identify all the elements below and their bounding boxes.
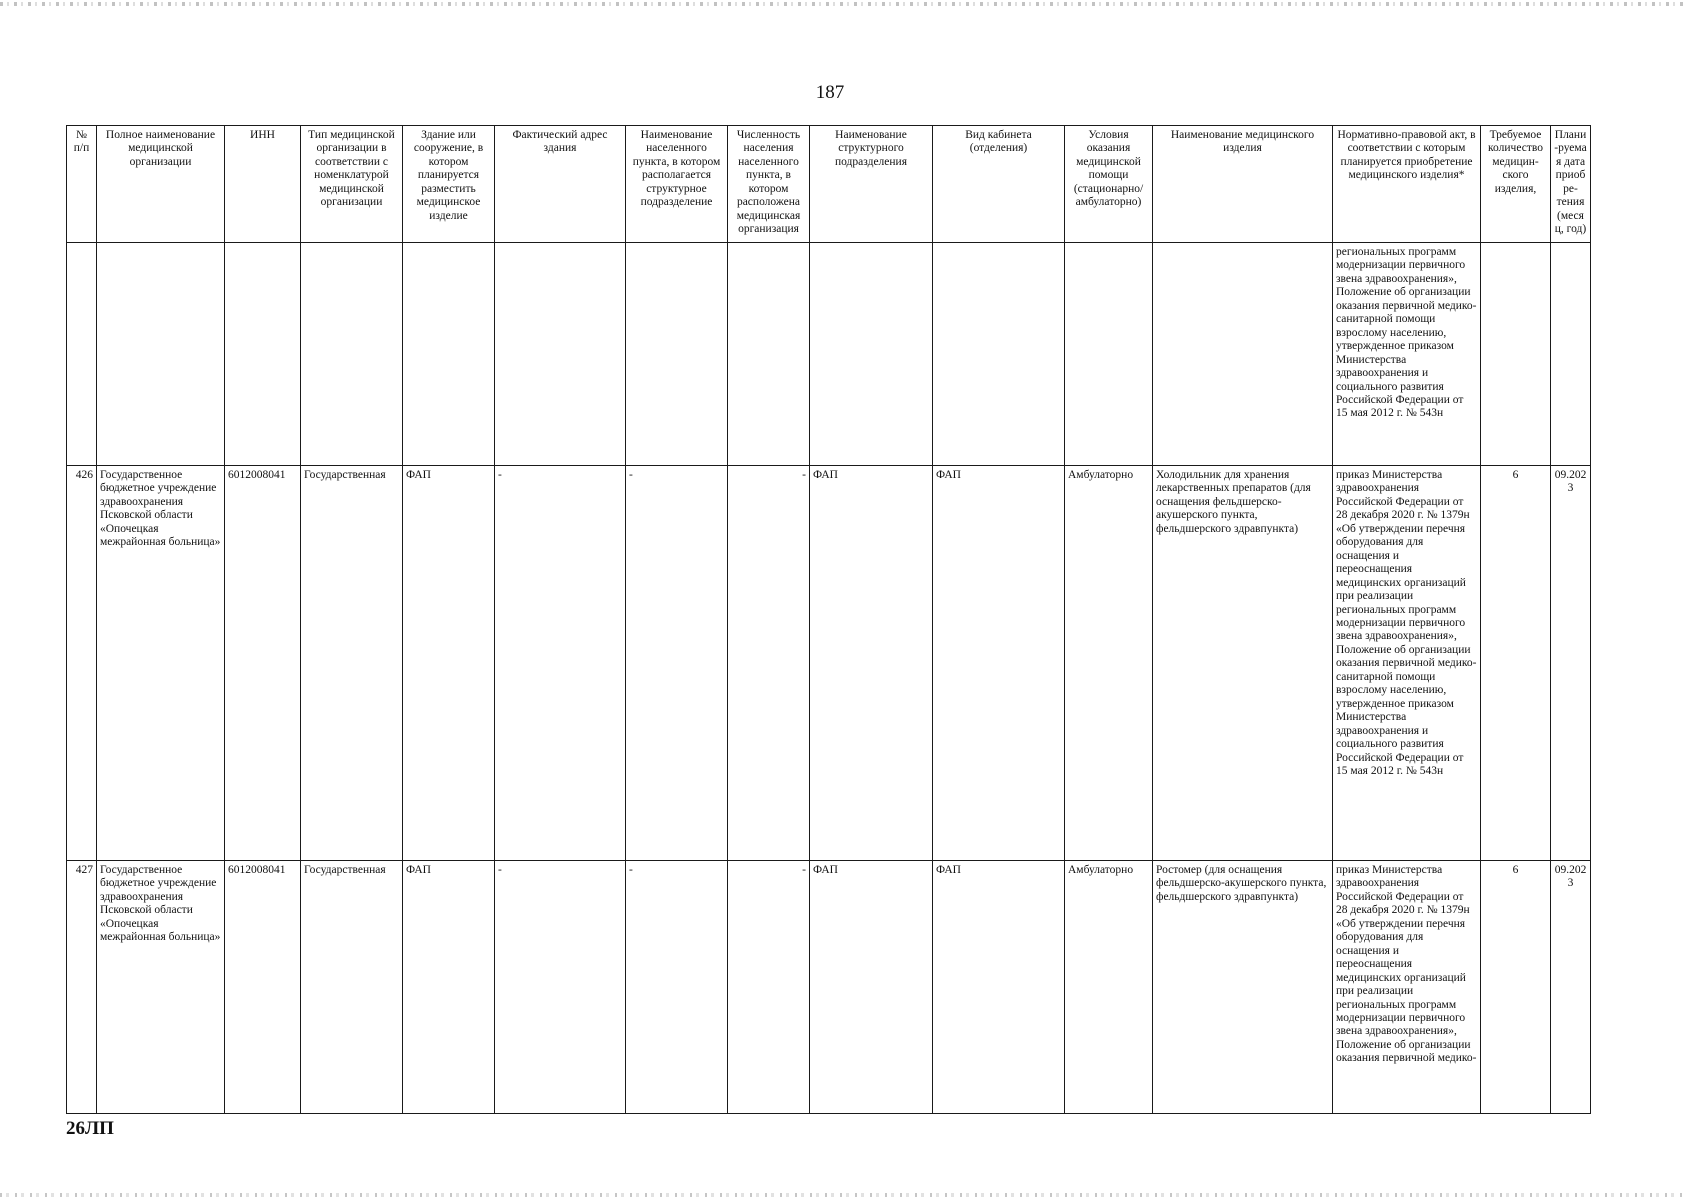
cell-empty: [97, 243, 225, 466]
cell-empty: [1153, 243, 1333, 466]
column-header: Фактический адрес здания: [495, 126, 626, 243]
cell-org-name: Государственное бюджетное учреждение здравоохранения Псковской области «Опочецкая межрайонная больница»: [97, 861, 225, 1114]
cell-empty: [1065, 243, 1153, 466]
column-header: № п/п: [67, 126, 97, 243]
equipment-registry-table: [66, 125, 1591, 1114]
cell-empty: [67, 243, 97, 466]
cell-address: -: [495, 466, 626, 861]
column-header: Вид кабинета (отделения): [933, 126, 1065, 243]
cell-empty: [626, 243, 728, 466]
cell-empty: [495, 243, 626, 466]
column-header: Наименование медицинского изделия: [1153, 126, 1333, 243]
cell-settlement: -: [626, 466, 728, 861]
cell-cabinet: ФАП: [933, 861, 1065, 1114]
cell-legal-act: приказ Министерства здравоохранения Российской Федерации от 28 декабря 2020 г. № 1379н «Об утверждении перечня оборудования для оснащения и переоснащения медицинских организаций при реализации региональных программ модернизации первичного звена здравоохранения», Положение об организации оказания первичной медико-санитарной помощи взрослому населению, утвержденное приказом Министерства здравоохранения и социального развития Российской Федерации от 15 мая 2012 г. № 543н: [1333, 466, 1481, 861]
table-header-row: [67, 126, 1591, 243]
cell-quantity: 6: [1481, 466, 1551, 861]
cell-org-type: Государственная: [301, 861, 403, 1114]
document-code: 26ЛП: [66, 1118, 114, 1139]
cell-subdivision: ФАП: [810, 466, 933, 861]
scan-edge-bottom: [0, 1193, 1686, 1197]
column-header: Полное наименование медицинской организации: [97, 126, 225, 243]
table-row: [67, 466, 1591, 861]
column-header: Наименование структурного подразделения: [810, 126, 933, 243]
cell-empty: [403, 243, 495, 466]
column-header: ИНН: [225, 126, 301, 243]
cell-org-type: Государственная: [301, 466, 403, 861]
cell-conditions: Амбулаторно: [1065, 466, 1153, 861]
column-header: Плани-руемая дата приобре-тения (месяц, год): [1551, 126, 1591, 243]
table-row-continuation: [67, 243, 1591, 466]
page-number: 187: [815, 82, 845, 103]
cell-legal-act: региональных программ модернизации первичного звена здравоохранения», Положение об организации оказания первичной медико-санитарной помощи взрослому населению, утвержденное приказом Министерства здравоохранения и социального развития Российской Федерации от 15 мая 2012 г. № 543н: [1333, 243, 1481, 466]
cell-empty: [933, 243, 1065, 466]
cell-empty: [301, 243, 403, 466]
cell-empty: [810, 243, 933, 466]
cell-cabinet: ФАП: [933, 466, 1065, 861]
cell-date: 09.2023: [1551, 861, 1591, 1114]
cell-number: 426: [67, 466, 97, 861]
column-header: Численность населения населенного пункта, в котором расположена медицинская организация: [728, 126, 810, 243]
column-header: Наименование населенного пункта, в котором располагается структурное подразделение: [626, 126, 728, 243]
column-header: Нормативно-правовой акт, в соответствии с которым планируется приобретение медицинского изделия*: [1333, 126, 1481, 243]
cell-settlement: -: [626, 861, 728, 1114]
cell-population: -: [728, 861, 810, 1114]
cell-inn: 6012008041: [225, 861, 301, 1114]
cell-legal-act: приказ Министерства здравоохранения Российской Федерации от 28 декабря 2020 г. № 1379н «Об утверждении перечня оборудования для оснащения и переоснащения медицинских организаций при реализации региональных программ модернизации первичного звена здравоохранения», Положение об организации оказания первичной медико-: [1333, 861, 1481, 1114]
cell-quantity: 6: [1481, 861, 1551, 1114]
cell-inn: 6012008041: [225, 466, 301, 861]
cell-subdivision: ФАП: [810, 861, 933, 1114]
cell-building: ФАП: [403, 861, 495, 1114]
cell-empty: [225, 243, 301, 466]
cell-address: -: [495, 861, 626, 1114]
table-row: [67, 861, 1591, 1114]
scan-edge-top: [0, 2, 1686, 6]
cell-device: Ростомер (для оснащения фельдшерско-акушерского пункта, фельдшерского здравпункта): [1153, 861, 1333, 1114]
column-header: Тип медицинской организации в соответствии с номенклатурой медицинской организации: [301, 126, 403, 243]
cell-empty: [728, 243, 810, 466]
cell-org-name: Государственное бюджетное учреждение здравоохранения Псковской области «Опочецкая межрайонная больница»: [97, 466, 225, 861]
cell-building: ФАП: [403, 466, 495, 861]
cell-date: 09.2023: [1551, 466, 1591, 861]
cell-empty: [1481, 243, 1551, 466]
cell-device: Холодильник для хранения лекарственных препаратов (для оснащения фельдшерско-акушерского пункта, фельдшерского здравпункта): [1153, 466, 1333, 861]
column-header: Здание или сооружение, в котором планируется разместить медицинское изделие: [403, 126, 495, 243]
column-header: Требуемое количество медицин-ского изделия,: [1481, 126, 1551, 243]
cell-population: -: [728, 466, 810, 861]
column-header: Условия оказания медицинской помощи (стационарно/ амбулаторно): [1065, 126, 1153, 243]
cell-conditions: Амбулаторно: [1065, 861, 1153, 1114]
cell-empty: [1551, 243, 1591, 466]
cell-number: 427: [67, 861, 97, 1114]
